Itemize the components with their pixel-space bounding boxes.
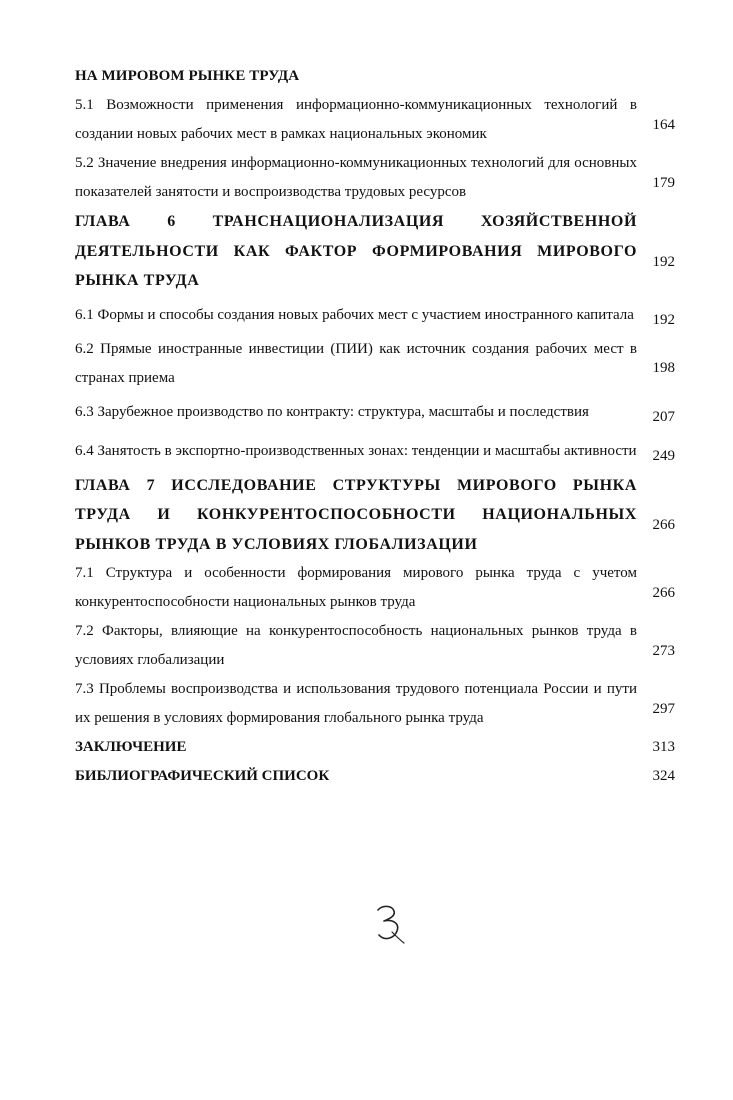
toc-entry-page: 192 <box>652 253 675 270</box>
toc-entry-page: 313 <box>652 739 675 755</box>
toc-entry-5-1[interactable] <box>75 91 675 149</box>
table-of-contents <box>75 62 675 791</box>
toc-entry-page: 249 <box>652 447 675 464</box>
toc-entry-6-4[interactable] <box>75 432 675 471</box>
toc-entry-text: НА МИРОВОМ РЫНКЕ ТРУДА <box>75 68 300 84</box>
toc-entry-text: 6.1 Формы и способы создания новых рабочих мест с участием иностранного капитала <box>75 306 634 323</box>
toc-entry-7-1[interactable] <box>75 559 675 617</box>
toc-entry-conclusion[interactable] <box>75 733 675 762</box>
toc-entry-page: 179 <box>652 174 675 191</box>
toc-entry-7-2[interactable] <box>75 617 675 675</box>
toc-entry-page: 164 <box>652 116 675 133</box>
toc-entry-bibliography[interactable] <box>75 762 675 791</box>
toc-entry-text: БИБЛИОГРАФИЧЕСКИЙ СПИСОК <box>75 768 330 784</box>
toc-entry-text: 7.3 Проблемы воспроизводства и использования трудового потенциала России и пути их решения в условиях формирования глобального рынка труда <box>75 681 637 726</box>
toc-entry-page: 207 <box>652 408 675 425</box>
toc-entry-text: 6.2 Прямые иностранные инвестиции (ПИИ) как источник создания рабочих мест в странах приема <box>75 340 637 386</box>
toc-chapter-7[interactable] <box>75 471 675 560</box>
toc-heading-continuation <box>75 62 675 91</box>
toc-entry-text: ГЛАВА 6 ТРАНСНАЦИОНАЛИЗАЦИЯ ХОЗЯЙСТВЕННОЙ ДЕЯТЕЛЬНОСТИ КАК ФАКТОР ФОРМИРОВАНИЯ МИРОВОГО РЫНКА ТРУДА <box>75 213 637 289</box>
toc-entry-text: 7.1 Структура и особенности формирования мирового рынка труда с учетом конкурентоспособности национальных рынков труда <box>75 565 637 610</box>
toc-chapter-6[interactable] <box>75 207 675 296</box>
toc-entry-page: 324 <box>652 768 675 784</box>
toc-entry-page: 266 <box>652 584 675 601</box>
toc-entry-text: ГЛАВА 7 ИССЛЕДОВАНИЕ СТРУКТУРЫ МИРОВОГО РЫНКА ТРУДА И КОНКУРЕНТОСПОСОБНОСТИ НАЦИОНАЛЬНЫХ РЫНКОВ ТРУДА В УСЛОВИЯХ ГЛОБАЛИЗАЦИИ <box>75 476 637 553</box>
toc-entry-6-2[interactable] <box>75 335 675 393</box>
toc-entry-6-1[interactable] <box>75 296 675 335</box>
toc-entry-page: 273 <box>652 642 675 659</box>
toc-entry-5-2[interactable] <box>75 149 675 207</box>
toc-entry-text: 6.4 Занятость в экспортно-производственных зонах: тенденции и масштабы активности <box>75 442 637 459</box>
toc-entry-page: 297 <box>652 700 675 717</box>
toc-entry-text: 7.2 Факторы, влияющие на конкурентоспособность национальных рынков труда в условиях глобализации <box>75 623 637 668</box>
toc-entry-text: 5.1 Возможности применения информационно-коммуникационных технологий в создании новых рабочих мест в рамках национальных экономик <box>75 97 637 142</box>
toc-entry-page: 266 <box>652 517 675 534</box>
toc-entry-text: ЗАКЛЮЧЕНИЕ <box>75 739 187 755</box>
toc-entry-page: 198 <box>652 360 675 376</box>
toc-entry-text: 6.3 Зарубежное производство по контракту: структура, масштабы и последствия <box>75 403 589 420</box>
toc-entry-6-3[interactable] <box>75 393 675 432</box>
handwritten-page-number <box>370 902 410 946</box>
toc-entry-text: 5.2 Значение внедрения информационно-коммуникационных технологий для основных показателей занятости и воспроизводства трудовых ресурсов <box>75 155 637 200</box>
toc-entry-7-3[interactable] <box>75 675 675 733</box>
toc-entry-page: 192 <box>652 311 675 328</box>
